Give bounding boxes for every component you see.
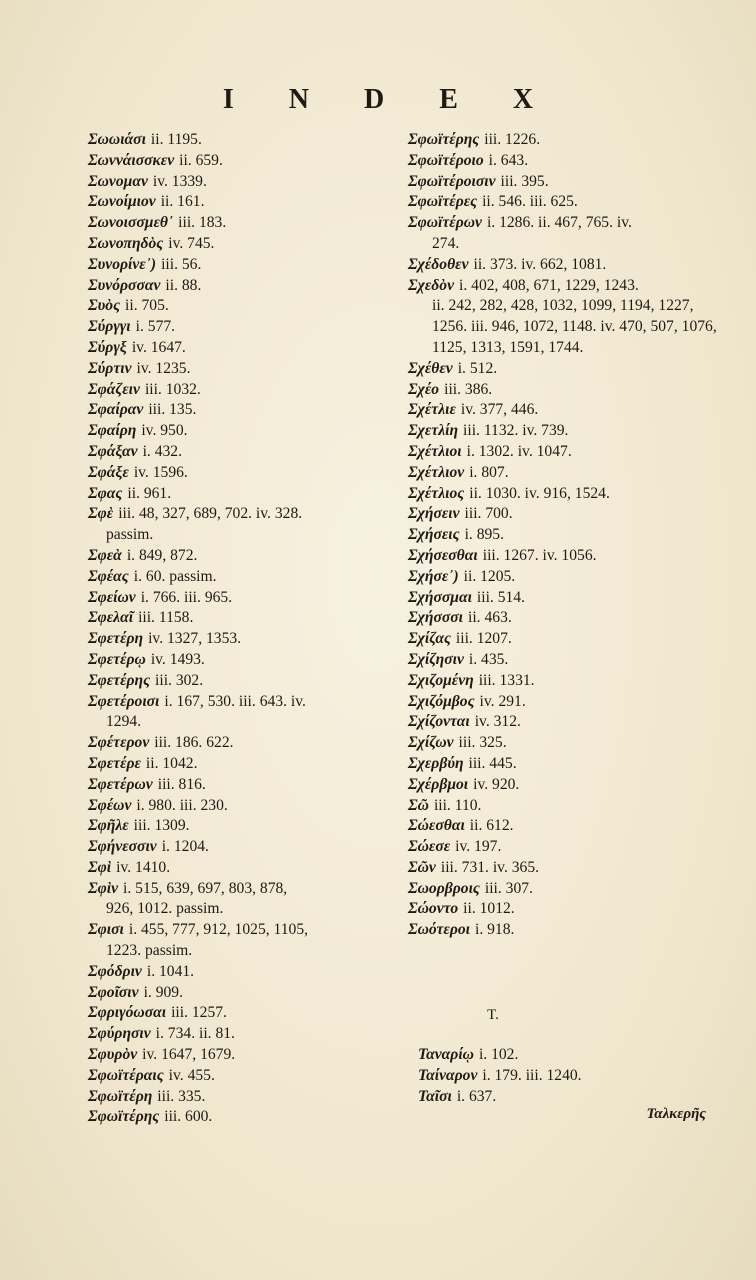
entry-references: i. 435.: [468, 650, 509, 668]
entry-references: iii. 1158.: [138, 609, 194, 627]
entry-references: i. 734. ii. 81.: [155, 1025, 235, 1043]
entry-headword: Σφισι: [88, 921, 124, 939]
entry-references: i. 895.: [464, 526, 504, 544]
index-entry: [88, 692, 388, 734]
index-entry: [408, 796, 728, 817]
entry-headword: Σφυρὸν: [88, 1046, 138, 1064]
index-entry: [88, 151, 388, 172]
entry-headword: Σφετέρων: [88, 775, 153, 793]
entry-references: ii. 1205.: [463, 567, 516, 585]
entry-references: iii. 1226.: [484, 131, 541, 148]
index-entry: [88, 962, 388, 983]
entry-headword: Σφωϊτέραις: [88, 1066, 164, 1084]
entry-headword: Σωότεροι: [408, 921, 470, 939]
index-entry: [408, 858, 728, 879]
entry-headword: Σχίζονται: [408, 713, 470, 731]
index-entry: [88, 421, 388, 442]
catchword: Ταλκερῆς: [646, 1106, 706, 1122]
index-entry: [408, 629, 728, 650]
entry-references: i. 515, 639, 697, 803, 878,: [123, 879, 288, 897]
index-entry: [408, 567, 728, 588]
index-entry: [88, 1003, 388, 1024]
index-entry: [88, 296, 388, 317]
entry-references: iv. 1493.: [150, 650, 205, 668]
entry-headword: Σωνομαν: [88, 172, 148, 190]
entry-headword: Σφωϊτέρη: [88, 1087, 153, 1105]
entry-references: iii. 186. 622.: [154, 734, 234, 752]
entry-headword: Σχήσειν: [408, 505, 460, 523]
index-entry: [88, 608, 388, 629]
entry-references: iii. 1309.: [133, 817, 190, 835]
entry-references: i. 1041.: [146, 962, 195, 980]
entry-headword: Σφωϊτέροιο: [408, 151, 484, 169]
entry-references: iii. 1267. iv. 1056.: [482, 546, 597, 564]
index-entry: [408, 463, 728, 484]
entry-references: iii. 302.: [155, 671, 204, 689]
entry-references: i. 849, 872.: [126, 546, 198, 564]
index-entry: [88, 858, 388, 879]
index-entry: [88, 1087, 388, 1108]
entry-continuation: 274.: [432, 234, 460, 252]
index-entry: [408, 733, 728, 754]
index-entry: [88, 567, 388, 588]
entry-references: ii. 659.: [179, 151, 223, 169]
entry-headword: Σωνοίμιον: [88, 193, 156, 211]
entry-headword: Σωννάισσκεν: [88, 151, 175, 169]
entry-references: iv. 377, 446.: [460, 401, 539, 419]
entry-references: i. 980. iii. 230.: [136, 796, 228, 814]
entry-headword: Σφέας: [88, 567, 129, 585]
entry-references: i. 167, 530. iii. 643. iv.: [164, 692, 306, 710]
entry-headword: Σωνοπηδὸς: [88, 234, 164, 252]
entry-headword: Σφάξαν: [88, 442, 138, 460]
entry-references: iii. 1207.: [455, 630, 512, 648]
entry-references: iv. 1410.: [116, 858, 171, 876]
entry-headword: Σχέθεν: [408, 359, 453, 377]
entry-references: i. 766. iii. 965.: [140, 588, 233, 606]
index-entry: [408, 899, 728, 920]
index-entry: [418, 1045, 718, 1066]
index-entry: [88, 879, 388, 921]
entry-headword: Σῶν: [408, 858, 436, 876]
entry-headword: Σφὶν: [88, 879, 119, 897]
entry-references: ii. 961.: [127, 484, 172, 502]
entry-references: iii. 386.: [444, 380, 493, 398]
index-entry: [408, 359, 728, 380]
entry-references: iii. 731. iv. 365.: [440, 858, 540, 876]
entry-references: i. 102.: [478, 1046, 519, 1063]
entry-references: iv. 291.: [479, 692, 526, 710]
index-entry: [408, 255, 728, 276]
index-entry: [88, 671, 388, 692]
index-entry: [408, 775, 728, 796]
entry-references: iv. 950.: [141, 422, 188, 440]
entry-continuation: 1223. passim.: [106, 942, 193, 960]
entry-headword: Σφριγόωσαι: [88, 1004, 167, 1022]
index-entry: [408, 671, 728, 692]
entry-references: ii. 546. iii. 625.: [482, 193, 578, 211]
entry-headword: Σφείων: [88, 588, 136, 606]
entry-references: ii. 1030. iv. 916, 1524.: [469, 484, 610, 502]
index-column-left: [88, 130, 388, 1128]
index-entry: [418, 1066, 718, 1087]
entry-references: iii. 135.: [148, 401, 197, 419]
index-entry: [88, 754, 388, 775]
index-entry: [88, 380, 388, 401]
index-entry: [88, 816, 388, 837]
entry-headword: Σφωϊτέρες: [408, 193, 478, 211]
index-entry: [88, 213, 388, 234]
entry-headword: Σχεδὸν: [408, 276, 455, 294]
entry-headword: Σωνοισσμεθ᾽: [88, 214, 174, 232]
entry-references: iii. 307.: [484, 879, 533, 897]
entry-references: iv. 1596.: [133, 463, 188, 481]
index-entry: [408, 151, 728, 172]
index-entry: [88, 1107, 388, 1128]
entry-references: iii. 1257.: [171, 1004, 227, 1022]
entry-headword: Σχίζας: [408, 630, 451, 648]
index-entry: [88, 338, 388, 359]
entry-references: iii. 325.: [458, 734, 507, 752]
entry-headword: Σφετέρη: [88, 630, 144, 648]
index-entry: [88, 255, 388, 276]
index-entry: [408, 754, 728, 775]
entry-continuation: 1294.: [106, 713, 142, 731]
entry-headword: Σχίζων: [408, 734, 454, 752]
entry-headword: Σφαίρη: [88, 422, 137, 440]
entry-references: iii. 183.: [178, 214, 227, 232]
entry-headword: Σχέτλιοι: [408, 442, 462, 460]
entry-references: ii. 1012.: [463, 900, 515, 918]
index-entry: [88, 546, 388, 567]
entry-headword: Σύργξ: [88, 338, 127, 356]
index-entry: [408, 712, 728, 733]
entry-headword: Σχέρβμοι: [408, 775, 469, 793]
page-title: I N D E X: [222, 84, 558, 115]
entry-references: iv. 312.: [474, 713, 521, 731]
entry-headword: Σχίζησιν: [408, 650, 464, 668]
entry-headword: Σφωϊτέρων: [408, 214, 482, 232]
entry-headword: Σῶ: [408, 796, 429, 814]
index-entry: [408, 213, 728, 255]
index-entry: [88, 484, 388, 505]
entry-headword: Σχέο: [408, 380, 440, 398]
entry-references: ii. 1195.: [150, 131, 202, 148]
entry-headword: Σχήσε᾽): [408, 567, 459, 585]
index-entry: [88, 775, 388, 796]
entry-headword: Σφας: [88, 484, 123, 502]
index-entry: [408, 608, 728, 629]
entry-references: iii. 816.: [157, 775, 206, 793]
index-entry: [88, 1045, 388, 1066]
index-entry: [88, 920, 388, 962]
index-entry: [88, 796, 388, 817]
entry-references: ii. 373. iv. 662, 1081.: [473, 255, 607, 273]
index-entry: [88, 650, 388, 671]
entry-references: iv. 455.: [168, 1066, 215, 1084]
entry-headword: Σφοῖσιν: [88, 983, 139, 1001]
entry-headword: Σφεὰ: [88, 546, 122, 564]
entry-references: i. 807.: [469, 463, 509, 481]
index-entry: [88, 317, 388, 338]
entry-headword: Σώεσε: [408, 838, 451, 856]
entry-headword: Σφωϊτέρης: [408, 131, 480, 148]
entry-headword: Σχήσεις: [408, 526, 460, 544]
entry-references: iv. 1339.: [152, 172, 207, 190]
entry-references: i. 909.: [143, 983, 183, 1001]
entry-headword: Σφελαῖ: [88, 609, 134, 627]
entry-headword: Σφωϊτέρης: [88, 1108, 160, 1126]
index-entry: [408, 484, 728, 505]
entry-references: iv. 1647, 1679.: [142, 1046, 236, 1064]
index-entry: [88, 463, 388, 484]
entry-references: iii. 48, 327, 689, 702. iv. 328.: [118, 505, 303, 523]
index-entry: [88, 442, 388, 463]
entry-headword: Σφετέρε: [88, 754, 141, 772]
entry-headword: Σφέτερον: [88, 734, 150, 752]
index-entry: [88, 504, 388, 546]
index-entry: [88, 1024, 388, 1045]
index-entry: [88, 629, 388, 650]
entry-references: iii. 110.: [433, 796, 482, 814]
entry-headword: Ταναρίῳ: [418, 1046, 474, 1063]
entry-references: i. 60. passim.: [133, 567, 217, 585]
entry-references: iii. 514.: [476, 588, 525, 606]
index-entry: [408, 504, 728, 525]
entry-headword: Συνόρσσαν: [88, 276, 161, 294]
entry-headword: Συὸς: [88, 297, 121, 315]
index-entry: [418, 1087, 718, 1108]
entry-headword: Ταίναρον: [418, 1066, 478, 1084]
entry-references: iii. 335.: [157, 1087, 206, 1105]
index-entry: [88, 172, 388, 193]
entry-headword: Σφόδριν: [88, 962, 142, 980]
entry-headword: Σχέτλιε: [408, 401, 456, 419]
entry-headword: Σφαίραν: [88, 401, 144, 419]
entry-headword: Σχήσεσθαι: [408, 546, 478, 564]
index-entry: [88, 359, 388, 380]
entry-headword: Σχερβύη: [408, 754, 464, 772]
index-entry: [408, 837, 728, 858]
index-entry: [408, 130, 728, 151]
entry-headword: Ταῖσι: [418, 1087, 452, 1105]
entry-headword: Σχέτλιον: [408, 463, 465, 481]
entry-headword: Σχέτλιος: [408, 484, 465, 502]
index-entry: [408, 172, 728, 193]
entry-headword: Σφετέροισι: [88, 692, 160, 710]
index-entry: [408, 276, 728, 359]
index-entry: [408, 650, 728, 671]
index-entry: [408, 442, 728, 463]
entry-references: ii. 612.: [469, 817, 514, 835]
entry-references: i. 577.: [135, 318, 176, 336]
entry-headword: Σφὶ: [88, 858, 112, 876]
index-entry: [88, 983, 388, 1004]
entry-references: iii. 1032.: [144, 380, 201, 398]
index-entry: [88, 733, 388, 754]
index-entry: [408, 920, 728, 941]
entry-references: ii. 463.: [468, 609, 512, 627]
entry-headword: Σχιζομένη: [408, 671, 474, 689]
entry-headword: Σφετέρης: [88, 671, 151, 689]
entry-continuation: passim.: [106, 526, 154, 544]
entry-headword: Σφὲ: [88, 505, 114, 523]
entry-references: i. 1286. ii. 467, 765. iv.: [486, 214, 632, 232]
entry-references: ii. 1042.: [145, 754, 198, 772]
index-entry: [88, 130, 388, 151]
entry-references: iii. 1331.: [478, 671, 535, 689]
index-entry: [408, 421, 728, 442]
entry-headword: Σφέων: [88, 796, 132, 814]
entry-headword: Σχέδοθεν: [408, 255, 469, 273]
entry-references: i. 402, 408, 671, 1229, 1243.: [459, 276, 639, 294]
entry-headword: Σφάξε: [88, 463, 129, 481]
index-entry: [88, 276, 388, 297]
entry-headword: Σώεσθαι: [408, 817, 465, 835]
index-entry: [88, 192, 388, 213]
entry-headword: Σωωιάσι: [88, 131, 146, 148]
entry-references: i. 643.: [488, 151, 529, 169]
entry-headword: Συνορίνε᾽): [88, 255, 157, 273]
entry-headword: Σφῆλε: [88, 817, 129, 835]
index-entry: [88, 837, 388, 858]
entry-headword: Σωορβροις: [408, 879, 480, 897]
entry-references: iii. 445.: [468, 754, 517, 772]
entry-references: iv. 197.: [455, 838, 502, 856]
entry-headword: Σχετλίη: [408, 422, 459, 440]
entry-references: ii. 88.: [165, 276, 202, 294]
entry-references: i. 637.: [456, 1087, 497, 1105]
entry-headword: Σύρτιν: [88, 359, 132, 377]
entry-references: iii. 1132. iv. 739.: [463, 422, 569, 440]
entry-headword: Σφετέρῳ: [88, 650, 146, 668]
entry-references: ii. 161.: [160, 193, 205, 211]
entry-headword: Σφήνεσσιν: [88, 838, 157, 856]
index-entry: [408, 879, 728, 900]
index-column-right: [408, 130, 728, 941]
entry-references: i. 918.: [475, 921, 515, 939]
entry-headword: Σχιζόμβος: [408, 692, 475, 710]
entry-references: iii. 700.: [464, 505, 513, 523]
section-heading-t: T.: [487, 1007, 499, 1023]
entry-references: i. 512.: [457, 359, 498, 377]
entry-references: iv. 745.: [168, 234, 215, 252]
entry-continuation: ii. 242, 282, 428, 1032, 1099, 1194, 1227, 1256. iii. 946, 1072, 1148. iv. 470, 507, 1076, 1125, 1313, 1591, 1744.: [432, 297, 717, 356]
index-entry: [408, 400, 728, 421]
entry-headword: Σφάζειν: [88, 380, 140, 398]
entry-references: iv. 1647.: [131, 338, 186, 356]
entry-references: iv. 920.: [473, 775, 520, 793]
entry-references: i. 1204.: [161, 838, 209, 856]
entry-references: iv. 1327, 1353.: [148, 630, 242, 648]
entry-headword: Σφύρησιν: [88, 1025, 151, 1043]
entry-references: iv. 1235.: [136, 359, 191, 377]
entry-references: i. 432.: [142, 442, 182, 460]
entry-headword: Σύργγι: [88, 318, 131, 336]
entry-headword: Σφωϊτέροισιν: [408, 172, 496, 190]
index-entry: [408, 816, 728, 837]
index-entry: [408, 588, 728, 609]
index-entry: [88, 234, 388, 255]
index-entry: [88, 400, 388, 421]
entry-references: ii. 705.: [125, 297, 169, 315]
entry-references: iii. 56.: [161, 255, 202, 273]
index-entry: [408, 546, 728, 567]
entry-references: i. 1302. iv. 1047.: [466, 442, 572, 460]
index-entry: [408, 692, 728, 713]
index-entry: [408, 525, 728, 546]
index-entry: [88, 1066, 388, 1087]
entry-references: i. 179. iii. 1240.: [482, 1066, 582, 1084]
entry-references: i. 455, 777, 912, 1025, 1105,: [128, 921, 309, 939]
index-section-t: [418, 1045, 718, 1107]
index-entry: [88, 588, 388, 609]
entry-references: iii. 395.: [500, 172, 549, 190]
entry-references: iii. 600.: [164, 1108, 213, 1126]
index-entry: [408, 380, 728, 401]
entry-continuation: 926, 1012. passim.: [106, 900, 224, 918]
entry-headword: Σώοντο: [408, 900, 459, 918]
index-entry: [408, 192, 728, 213]
entry-headword: Σχήσσσι: [408, 609, 464, 627]
entry-headword: Σχήσσμαι: [408, 588, 472, 606]
